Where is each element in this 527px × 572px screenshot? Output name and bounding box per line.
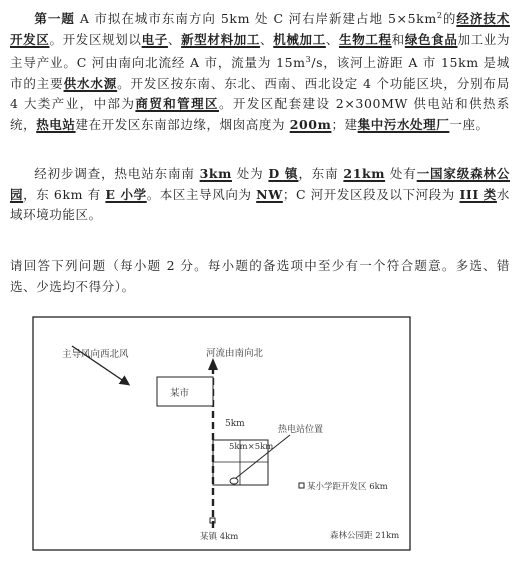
- distance-5km-label: 5km: [225, 419, 245, 429]
- dev-zone-label: 5km×5km: [229, 442, 274, 452]
- school-marker: [299, 483, 304, 488]
- city-label: 某市: [170, 388, 190, 399]
- school-label: 某小学距开发区 6km: [307, 482, 388, 492]
- highlight-dev-zone: 经济技术开发区: [10, 11, 510, 47]
- question-paragraph-1: 第一题 A 市拟在城市东南方向 5km 处 C 河右岸新建占地 $5\times 5km^2$的经济技术开发区。开发区规划以电子、新型材料加工、机械加工、生物工程和绿色食品加工业为主导产业。C 河由南向北流经 A 市，流量为 $15m^3/s$，该河上游距 A 市 15km 是城市的主要供水水源。开发区按东南、东北、西南、西北设定 4 个功能区块，分别布局 4 大类产业，中部为商贸和管理区。开发区配套建设 2×300MW 供电站和供热系统，热电站建在开发区东南部边缘，烟囱高度为 200m；建集中污水处理厂一座。: [10, 11, 511, 132]
- power-plant-label: 热电站位置: [278, 425, 324, 435]
- question-paragraph-2: 经初步调查，热电站东南南 3km 处为 D 镇，东南 21km 处有一国家级森林公园，东 6km 有 E 小学。本区主导风向为 NW；C 河开发区段及以下河段为 III 类水域环境功能区。: [10, 166, 511, 222]
- question-title: 第一题: [34, 11, 75, 27]
- power-plant-marker: [230, 478, 238, 484]
- answer-instructions: 请回答下列问题（每小题 2 分。每小题的备选项中至少有一个符合题意。多选、错选、少选均不得分）。: [10, 258, 510, 294]
- wind-label: 主导风向西北风: [62, 349, 129, 360]
- town-label: 某镇 4km: [200, 532, 239, 542]
- river-arrow: [208, 358, 218, 370]
- site-map-diagram: [0, 300, 527, 572]
- river-label: 河流由南向北: [206, 348, 264, 359]
- forest-park-label: 森林公园距 21km: [330, 531, 400, 541]
